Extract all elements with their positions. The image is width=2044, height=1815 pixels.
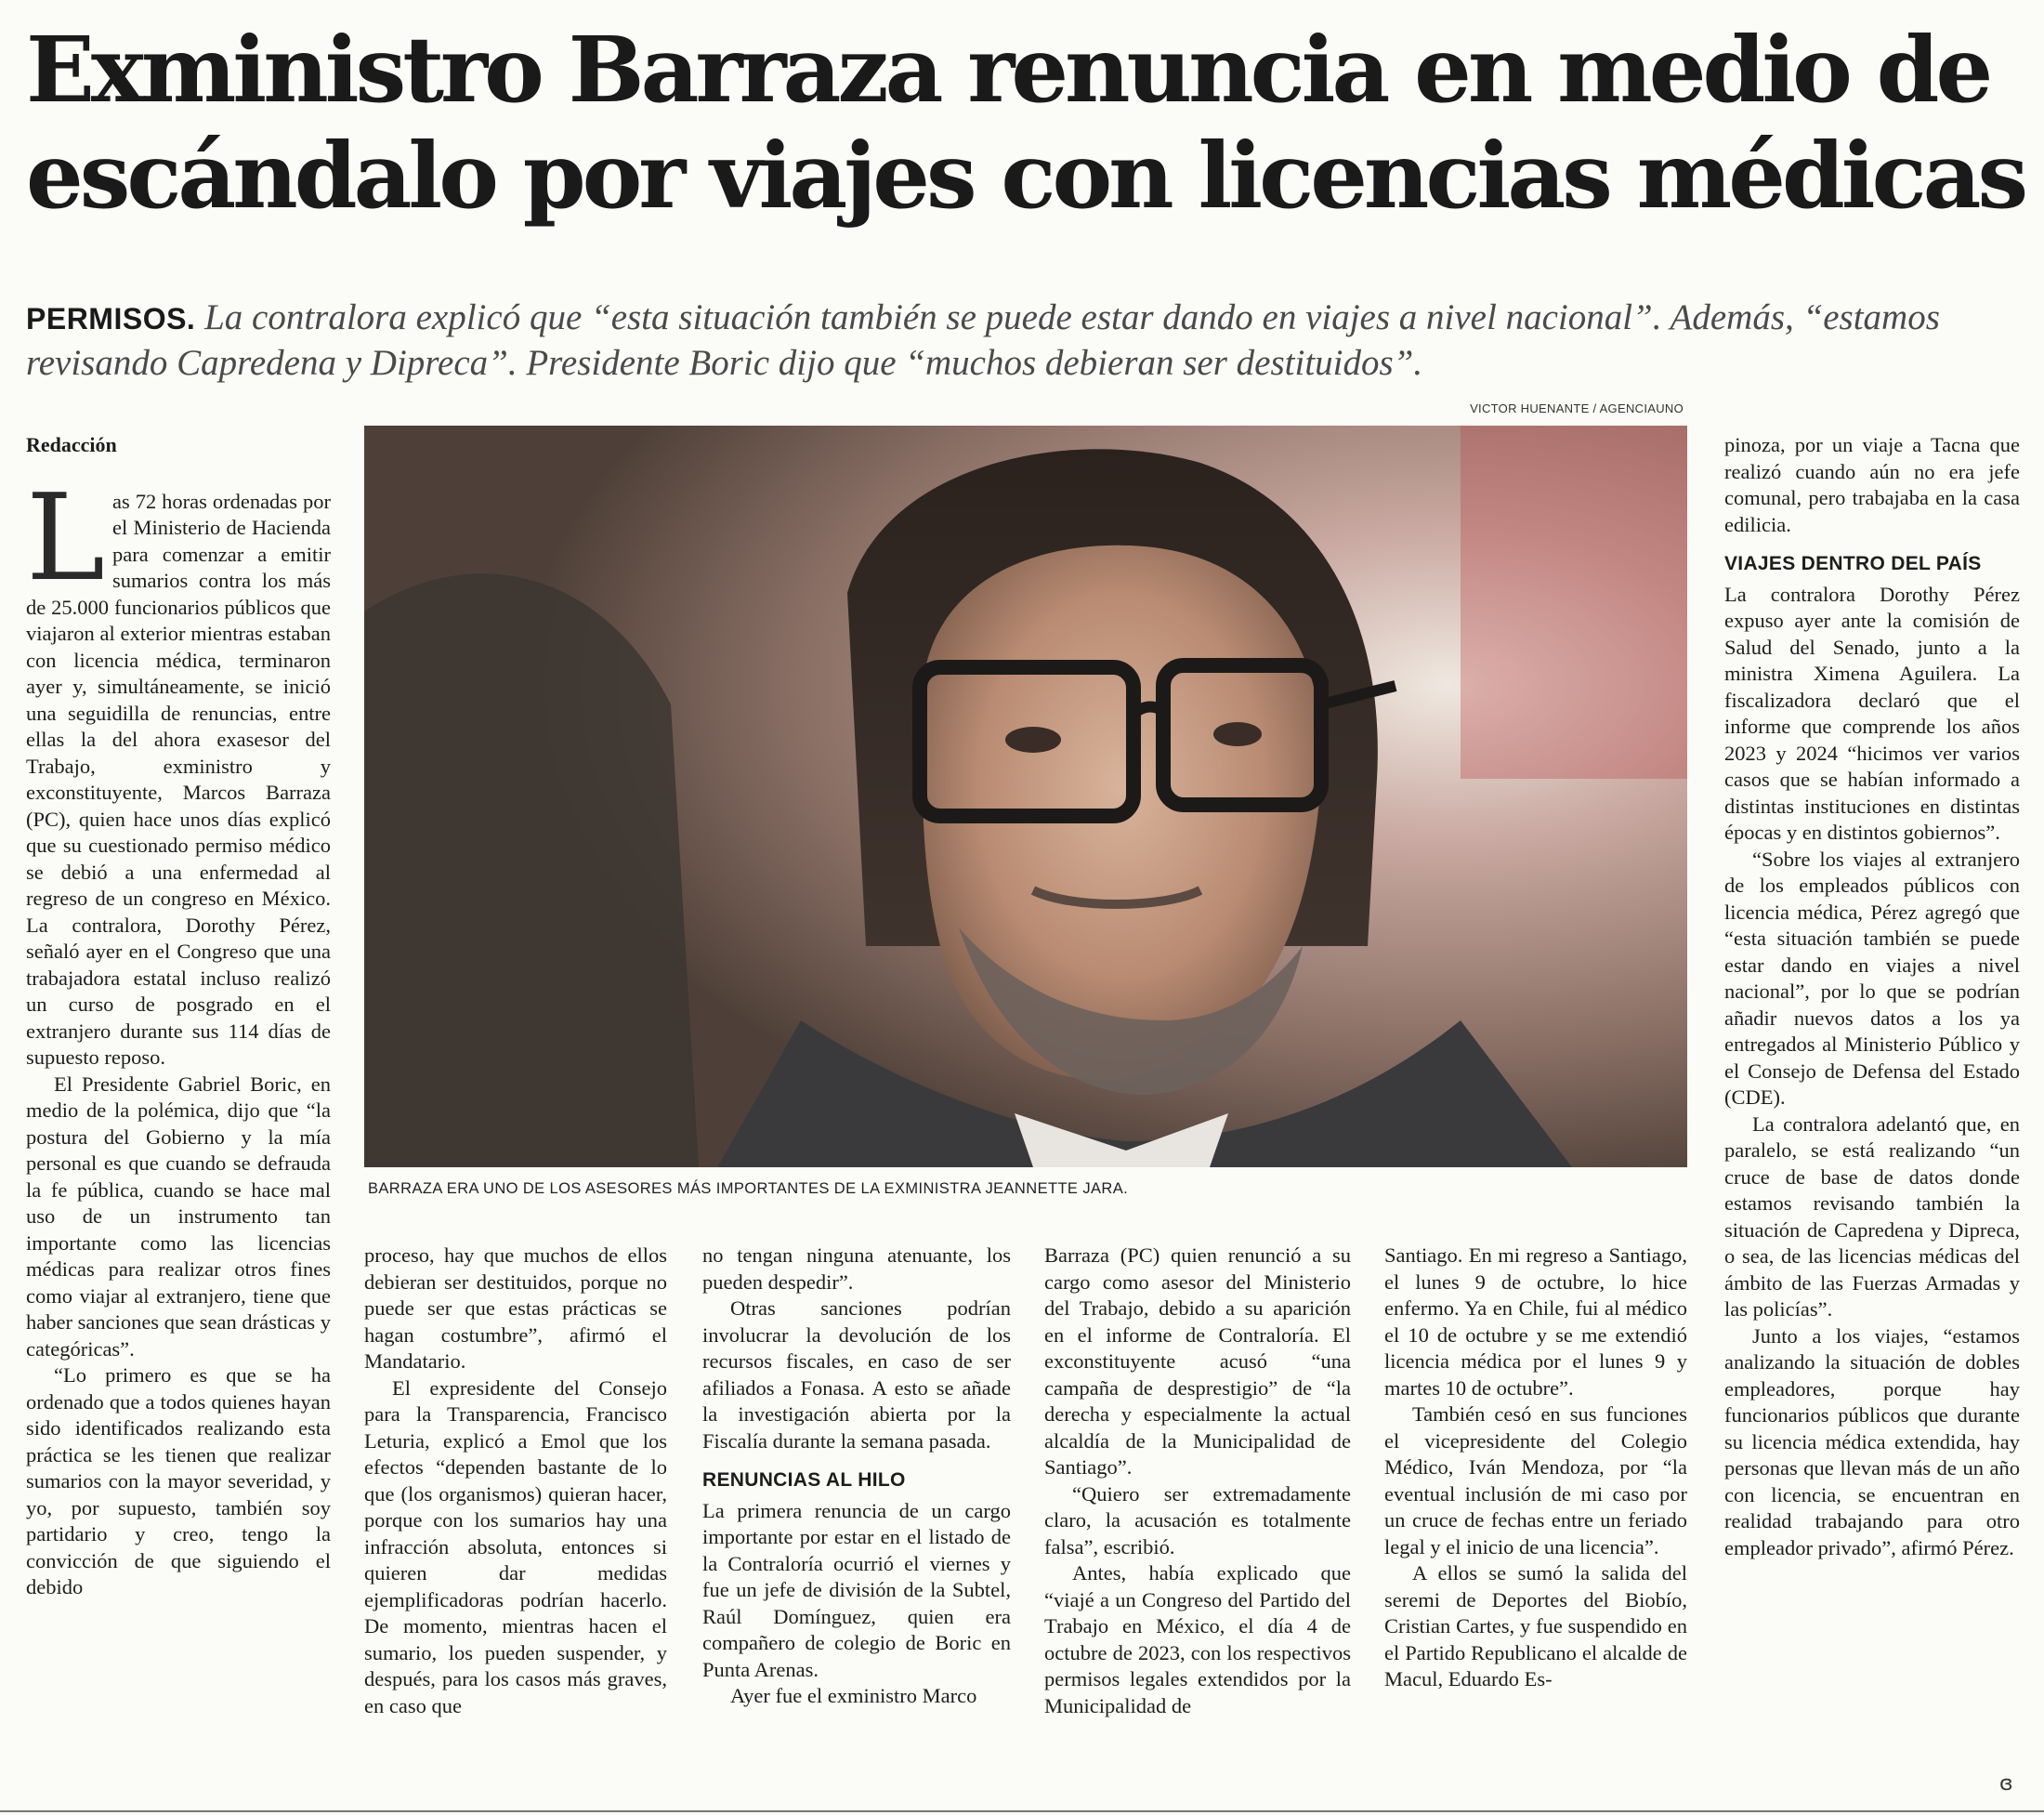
paragraph: El Presidente Gabriel Boric, en medio de la polémica, dijo que “la postura del Gobierno y la mía personal es que cuando se defrauda la fe pública, cuando se hace mal uso de un instrumento tan importante como las licencias médicas para realizar otros fines como viajar al extranjero, tiene que haber sanciones que sean drásticas y categóricas”. [26, 1072, 331, 1361]
drop-cap: L [26, 468, 105, 608]
article-column-4 [1044, 1243, 1351, 1719]
paragraph: Otras sanciones podrían involucrar la devolución de los recursos fiscales, en caso de ser afiliados a Fonasa. A esto se añade la investigación abierta por la Fiscalía durante la semana pasada. [702, 1296, 1011, 1453]
headline-line-1: Exministro Barraza renuncia en medio de [26, 17, 1990, 123]
paragraph: Barraza (PC) quien renunció a su cargo como asesor del Ministerio del Trabajo, debido a su aparición en el informe de Contraloría. El exconstituyente acusó “una campaña de desprestigio” de “la derecha y especialmente la actual alcaldía de la Municipalidad de Santiago”. [1044, 1243, 1351, 1479]
article-column-1 [26, 432, 331, 1601]
lead-paragraph-text: as 72 horas ordenadas por el Ministerio de Hacienda para comenzar a emitir sumarios contra los más de 25.000 funcionarios públicos que viajaron al exterior mientras estaban con licencia médica, terminaron ayer y, simultáneamente, se inició una seguidilla de renuncias, entre ellas la del ahora exasesor del Trabajo, exministro y exconstituyente, Marcos Barraza (PC), quien hace unos días explicó que su cuestionado permiso médico se debió a una enfermedad al regreso de un congreso en México. La contralora, Dorothy Pérez, señaló ayer en el Congreso que una trabajadora estatal incluso realizó un curso de posgrado en el extranjero durante sus 114 días de supuesto reposo. [26, 489, 331, 1069]
article-column-3 [702, 1243, 1011, 1710]
paragraph: El expresidente del Consejo para la Transparencia, Francisco Leturia, explicó a Emol que los efectos “dependen bastante de lo que (los organismos) quieran hacer, porque con los sumarios hay una infracción absoluta, entonces si quieren dar medidas ejemplificadoras podrían hacerlo. De momento, mientras hacen el sumario, los pueden suspender, y después, para los casos más graves, en caso que [364, 1375, 667, 1717]
deck-text: La contralora explicó que “esta situación también se puede estar dando en viajes a nivel nacional”. Además, “estamos revisando Capredena y Dipreca”. Presidente Boric dijo que “muchos debieran ser destituidos”. [26, 297, 1940, 383]
paragraph: proceso, hay que muchos de ellos debieran ser destituidos, porque no puede ser que estas prácticas se hagan costumbre”, afirmó el Mandatario. [364, 1243, 667, 1373]
paragraph: Antes, había explicado que “viajé a un Congreso del Partido del Trabajo en México, el día 4 de octubre de 2023, con los respectivos permisos legales extendidos por la Municipalidad de [1044, 1561, 1351, 1717]
article-column-6 [1724, 432, 2020, 1561]
portrait-illustration [364, 426, 1687, 1167]
headline-line-2: escándalo por viajes con licencias médicas [26, 123, 2025, 229]
photo-caption: BARRAZA ERA UNO DE LOS ASESORES MÁS IMPORTANTES DE LA EXMINISTRA JEANNETTE JARA. [368, 1180, 1129, 1197]
photo-credit: VICTOR HUENANTE / AGENCIAUNO [1470, 401, 1684, 415]
paragraph: Junto a los viajes, “estamos analizando la situación de dobles empleadores, porque hay funcionarios públicos que durante su licencia médica extendida, hay personas que llevan más de un año con licencia, se encuentran en realidad trabajando para otro empleador privado”, afirmó Pérez. [1724, 1323, 2020, 1559]
paragraph: “Sobre los viajes al extranjero de los empleados públicos con licencia médica, Pérez agregó que “esta situación también se puede estar dando en viajes a nivel nacional”, por lo que se podrían añadir nuevos datos a los ya entregados al Ministerio Público y el Consejo de Defensa del Estado (CDE). [1724, 847, 2020, 1109]
article-column-2 [364, 1243, 667, 1719]
paragraph: pinoza, por un viaje a Tacna que realizó cuando aún no era jefe comunal, pero trabajaba en la casa edilicia. [1724, 433, 2020, 536]
paragraph: Santiago. En mi regreso a Santiago, el lunes 9 de octubre, lo hice enfermo. Ya en Chile, fui al médico el 10 de octubre y se me extendió licencia médica por el lunes 9 y martes 10 de octubre”. [1384, 1243, 1687, 1400]
paragraph: La contralora adelantó que, en paralelo, se está realizando “un cruce de base de datos donde estamos revisando también la situación de Capredena y Dipreca, o sea, de las licencias médicas del ámbito de las Fuerzas Armadas y las policías”. [1724, 1111, 2020, 1321]
deck-kicker: PERMISOS. [26, 302, 196, 335]
portrait-photo [364, 426, 1687, 1167]
subheading-viajes: VIAJES DENTRO DEL PAÍS [1724, 553, 1982, 574]
paragraph: “Lo primero es que se ha ordenado que a todos quienes hayan sido identificados realizando esta práctica se les tienen que realizar sumarios con la mayor severidad, y yo, por supuesto, también soy partidario y creo, tengo la convicción de que siguiendo el debido [26, 1363, 331, 1598]
subheading-renuncias: RENUNCIAS AL HILO [702, 1469, 906, 1491]
paragraph: La primera renuncia de un cargo importante por estar en el listado de la Contraloría ocurrió el viernes y fue un jefe de división de la Subtel, Raúl Domínguez, quien era compañero de colegio de Boric en Punta Arenas. [702, 1498, 1011, 1681]
end-mark-icon: ɞ [1999, 1772, 2013, 1795]
paragraph: no tengan ninguna atenuante, los pueden despedir”. [702, 1243, 1011, 1294]
paragraph: A ellos se sumó la salida del seremi de Deportes del Biobío, Cristian Cartes, y fue suspendido en el Partido Republicano el alcalde de Macul, Eduardo Es- [1384, 1561, 1687, 1690]
deck [26, 296, 2024, 386]
paragraph: También cesó en sus funciones el vicepresidente del Colegio Médico, Iván Mendoza, por “la eventual inclusión de mi caso por un cruce de fechas entre un feriado legal y el inicio de una licencia”. [1384, 1402, 1687, 1559]
headline [26, 17, 2024, 229]
paragraph: La contralora Dorothy Pérez expuso ayer ante la comisión de Salud del Senado, junto a la ministra Ximena Aguilera. La fiscalizadora declaró que el informe que comprende los años 2023 y 2024 “hicimos ver varios casos que se habían informado a distintas instituciones en distintas épocas y en distintos gobiernos”. [1724, 582, 2020, 844]
article-column-5 [1384, 1243, 1687, 1693]
paragraph: “Quiero ser extremadamente claro, la acusación es totalmente falsa”, escribió. [1044, 1481, 1351, 1559]
lead-paragraph [26, 468, 331, 1072]
bottom-rule [0, 1810, 2044, 1812]
paragraph: Ayer fue el exministro Marco [730, 1684, 977, 1707]
byline: Redacción [26, 433, 117, 456]
